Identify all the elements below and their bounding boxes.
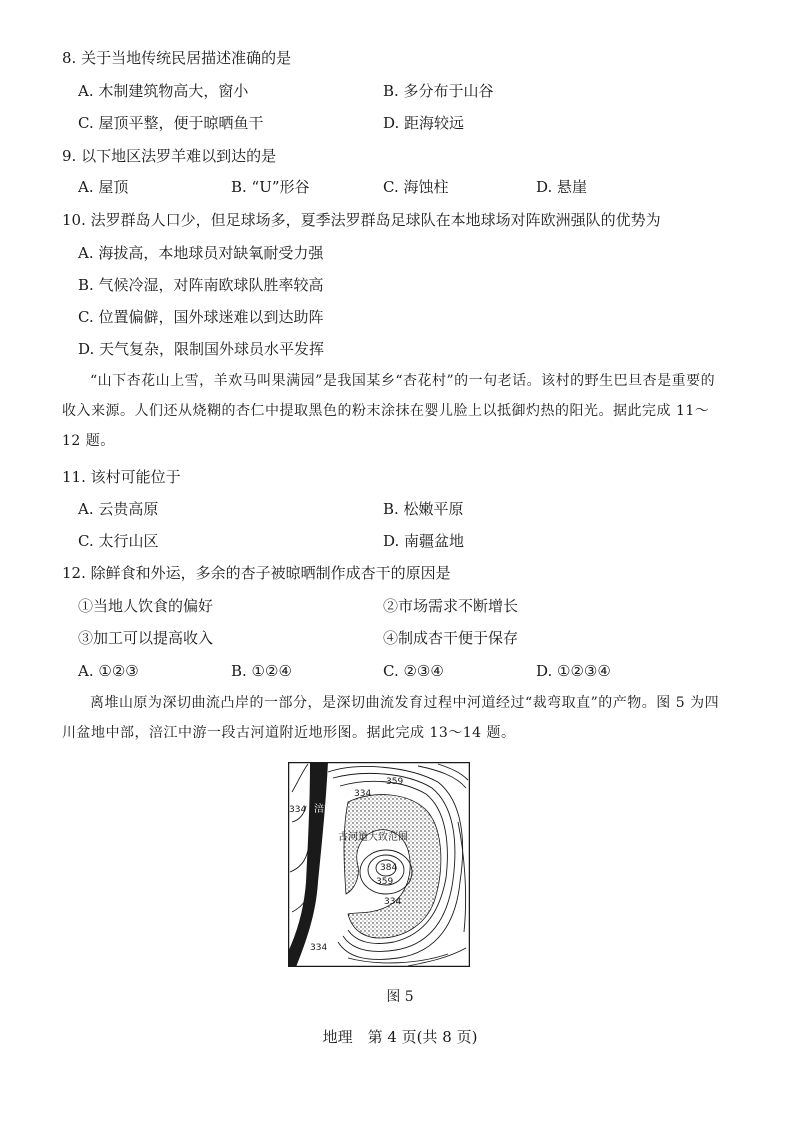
- elevation-label-334-mid: 334: [384, 897, 402, 907]
- elevation-label-384: 384: [380, 863, 398, 873]
- page-footer: 地理 第 4 页(共 8 页): [322, 1028, 478, 1046]
- question-9-stem: 9. 以下地区法罗羊难以到达的是: [62, 147, 277, 165]
- question-8-stem: 8. 关于当地传统民居描述准确的是: [62, 49, 292, 67]
- question-8-option-a: A. 木制建筑物高大，窗小: [78, 82, 249, 100]
- elevation-label-334-bottom: 334: [310, 943, 328, 953]
- question-12-statement-3: ③加工可以提高收入: [78, 629, 214, 647]
- question-12-statement-4: ④制成杏干便于保存: [383, 629, 519, 647]
- question-10-option-a: A. 海拔高，本地球员对缺氧耐受力强: [78, 244, 324, 262]
- question-9-option-d: D. 悬崖: [536, 178, 588, 196]
- question-11-option-c: C. 太行山区: [78, 532, 159, 550]
- topographic-map: [288, 762, 470, 967]
- question-12-option-d: D. ①②③④: [536, 662, 611, 680]
- topographic-map-figure: [288, 762, 470, 967]
- question-8-option-b: B. 多分布于山谷: [383, 82, 494, 100]
- figure-caption: 图 5: [386, 989, 414, 1005]
- elevation-label-334-left: 334: [289, 805, 307, 815]
- question-10-option-d: D. 天气复杂，限制国外球员水平发挥: [78, 340, 325, 358]
- question-11-option-a: A. 云贵高原: [78, 500, 159, 518]
- elevation-label-334-top: 334: [354, 789, 372, 799]
- question-10-option-c: C. 位置偏僻，国外球迷难以到达助阵: [78, 308, 324, 326]
- question-9-option-a: A. 屋顶: [78, 178, 129, 196]
- question-12-option-b: B. ①②④: [231, 662, 292, 680]
- question-11-option-b: B. 松嫩平原: [383, 500, 464, 518]
- question-12-statement-2: ②市场需求不断增长: [383, 597, 519, 615]
- question-10-stem: 10. 法罗群岛人口少，但足球场多，夏季法罗群岛足球队在本地球场对阵欧洲强队的优势为: [62, 211, 661, 229]
- river-label: 涪江: [314, 804, 334, 815]
- question-12-statement-1: ①当地人饮食的偏好: [78, 597, 214, 615]
- question-8-option-c: C. 屋顶平整，便于晾晒鱼干: [78, 114, 264, 132]
- passage-meander-cutoff: 离堆山原为深切曲流凸岸的一部分，是深切曲流发育过程中河道经过“裁弯取直”的产物。图 5 为四川盆地中部，涪江中游一段古河道附近地形图。据此完成 13～14 题。: [62, 695, 720, 741]
- elevation-label-359-top: 359: [386, 777, 404, 787]
- question-10-option-b: B. 气候冷湿，对阵南欧球队胜率较高: [78, 276, 324, 294]
- question-12-option-a: A. ①②③: [78, 662, 139, 680]
- question-12-option-c: C. ②③④: [383, 662, 444, 680]
- question-9-option-c: C. 海蚀柱: [383, 178, 449, 196]
- question-12-stem: 12. 除鲜食和外运，多余的杏子被晾晒制作成杏干的原因是: [62, 564, 451, 582]
- ancient-channel-label: 古河道大致范围: [338, 832, 408, 843]
- question-9-option-b: B. “U”形谷: [231, 178, 310, 196]
- question-11-option-d: D. 南疆盆地: [383, 532, 465, 550]
- passage-apricot-village: “山下杏花山上雪，羊欢马叫果满园”是我国某乡“杏花村”的一句老话。该村的野生巴旦杏是重要的收入来源。人们还从烧糊的杏仁中提取黑色的粉末涂抹在婴儿脸上以抵御灼热的阳光。据此完成 11～12 题。: [62, 373, 716, 449]
- question-11-stem: 11. 该村可能位于: [62, 468, 181, 486]
- question-8-option-d: D. 距海较远: [383, 114, 465, 132]
- elevation-label-359-mid: 359: [376, 877, 394, 887]
